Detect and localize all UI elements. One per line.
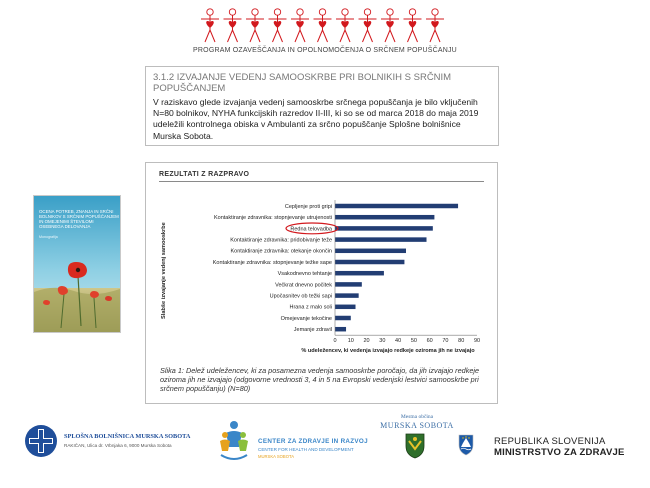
chart-caption: Slika 1: Delež udeležencev, ki za posamezna vedenja samooskrbe poročajo, da jih izvajajo redkeje oziroma jih ne izvajajo (odgovorne vrednosti 3, 4 in 5 na Evropski vedenjski lestvici samooskrbe pri srčnem popuščanju) (N=80) [160, 366, 480, 393]
chart-category-label: Kontaktiranje zdravnika: stopnjevanje utrujenosti [213, 215, 332, 222]
heart-person-icon [269, 9, 287, 42]
chart-x-tick-label: 90 [473, 338, 481, 345]
heart-person-icon [246, 9, 264, 42]
book-cover-illustration [34, 196, 120, 332]
chart-x-tick-label: 20 [363, 338, 370, 345]
section-heading-line2: POPUŠČANJEM [153, 83, 226, 94]
heart-person-icon [426, 9, 444, 42]
chart-category-label: Jemanje zdravil [293, 327, 332, 334]
chart-bar [335, 204, 458, 209]
chart-bar [335, 293, 359, 298]
municipality-crest-icon [405, 433, 425, 459]
section-heading [153, 72, 483, 94]
book-cover-image [33, 195, 121, 333]
chart-bar [335, 260, 404, 265]
chart-category-label: Kontaktiranje zdravnika: otekanje okončin [230, 248, 332, 255]
chart-x-tick-label: 70 [442, 338, 449, 345]
chart-category-label: Kontaktiranje zdravnika: stopnjevanje težke sape [212, 259, 332, 266]
heart-person-icon [314, 9, 332, 42]
heart-person-icon [336, 9, 354, 42]
results-heading: REZULTATI Z RAZPRAVO [159, 171, 250, 178]
chart-bar [335, 316, 351, 321]
health-center-name-en: CENTER FOR HEALTH AND DEVELOPMENT [258, 447, 354, 452]
heart-person-icon [291, 9, 309, 42]
health-center-name: CENTER ZA ZDRAVJE IN RAZVOJ [258, 438, 368, 445]
chart-category-label: Redna telovadba [290, 226, 332, 233]
municipality-name: MURSKA SOBOTA [380, 421, 454, 430]
heart-person-icon [224, 9, 242, 42]
chart-x-tick-label: 40 [395, 338, 402, 345]
chart-category-label: Omejevanje tekočine [280, 315, 332, 322]
chart-x-axis-label: % udeležencev, ki vedenja izvajajo redkeje oziroma jih ne izvajajo [301, 348, 475, 355]
program-title: PROGRAM OZAVEŠČANJA IN OPOLNOMOČENJA O SRČNEM POPUŠČANJU [193, 47, 457, 54]
book-subtitle: Monografija [39, 235, 58, 239]
chart-bar [335, 237, 427, 242]
footer-logos [0, 416, 650, 476]
results-heading-rule [159, 181, 484, 182]
chart-x-tick-label: 50 [410, 338, 417, 345]
slovenia-coat-of-arms-icon [458, 434, 474, 456]
chart-bar [335, 249, 406, 254]
chart-x-tick-label: 10 [347, 338, 354, 345]
section-paragraph: V raziskavo glede izvajanja vedenj samooskrbe srčnega popuščanja je bilo vključenih N=80 bolnikov, NYHA funkcijskih razredov II-III, ki so se od marca 2018 do maja 2019 udeležili kontrolnega obiska v Ambulanti za srčno popuščanje Splošne bolnišnice Murska Sobota. [153, 97, 479, 141]
results-chart-box [145, 162, 498, 404]
book-title: OCENA POTREB, ZNANJA IN SRČNI BOLNIKOV S SRČNIM POPUŠČANJEM IN OMEJENIMI ŠTEVILOMI OSEBNEGA DELOVANJA [39, 209, 119, 229]
chart-x-tick-label: 0 [333, 338, 337, 345]
chart-x-tick-label: 60 [426, 338, 433, 345]
chart-y-axis-label: Slabše izvajanje vedenj samooskrbe [161, 222, 167, 319]
chart-category-label: Upočasnitev ob težki sapi [269, 293, 332, 300]
heart-person-icon [404, 9, 422, 42]
chart-category-label: Kontaktiranje zdravnika: pridobivanje teže [230, 237, 332, 244]
health-center-people-icon [219, 419, 249, 463]
chart-bar [335, 226, 433, 231]
chart-bar [335, 282, 362, 287]
hospital-cross-icon [24, 424, 58, 458]
heart-person-icon [359, 9, 377, 42]
ministry-name: MINISTRSTVO ZA ZDRAVJE [494, 447, 625, 458]
municipality-label: Mestna občina [400, 414, 434, 420]
bar-chart [146, 183, 497, 363]
chart-bar [335, 215, 434, 220]
chart-bar [335, 327, 346, 332]
chart-x-tick-label: 80 [458, 338, 465, 345]
heart-person-icon [381, 9, 399, 42]
section-heading-line1: 3.1.2 IZVAJANJE VEDENJ SAMOOSKRBE PRI BOLNIKIH S SRČNIM [153, 72, 452, 83]
health-center-city: MURSKA SOBOTA [258, 454, 294, 459]
hospital-name: SPLOŠNA BOLNIŠNICA MURSKA SOBOTA [64, 433, 191, 440]
chart-category-label: Večkrat dnevno počitek [275, 282, 332, 289]
ministry-country: REPUBLIKA SLOVENIJA [494, 436, 606, 447]
chart-bar [335, 305, 356, 310]
chart-category-label: Cepljenje proti gripi [284, 203, 332, 210]
heart-person-icon [201, 9, 219, 42]
program-logo-hearts [200, 6, 452, 46]
chart-category-label: Vsakodnevno tehtanje [277, 271, 332, 278]
chart-x-tick-label: 30 [379, 338, 386, 345]
chart-bar [335, 271, 384, 276]
section-text-box [145, 66, 499, 146]
chart-category-label: Hrana z malo soli [289, 304, 332, 311]
hospital-address: RAKIČAN, Ulica dr. Vrbnjaka 6, 9000 Murska Sobota [64, 443, 172, 448]
